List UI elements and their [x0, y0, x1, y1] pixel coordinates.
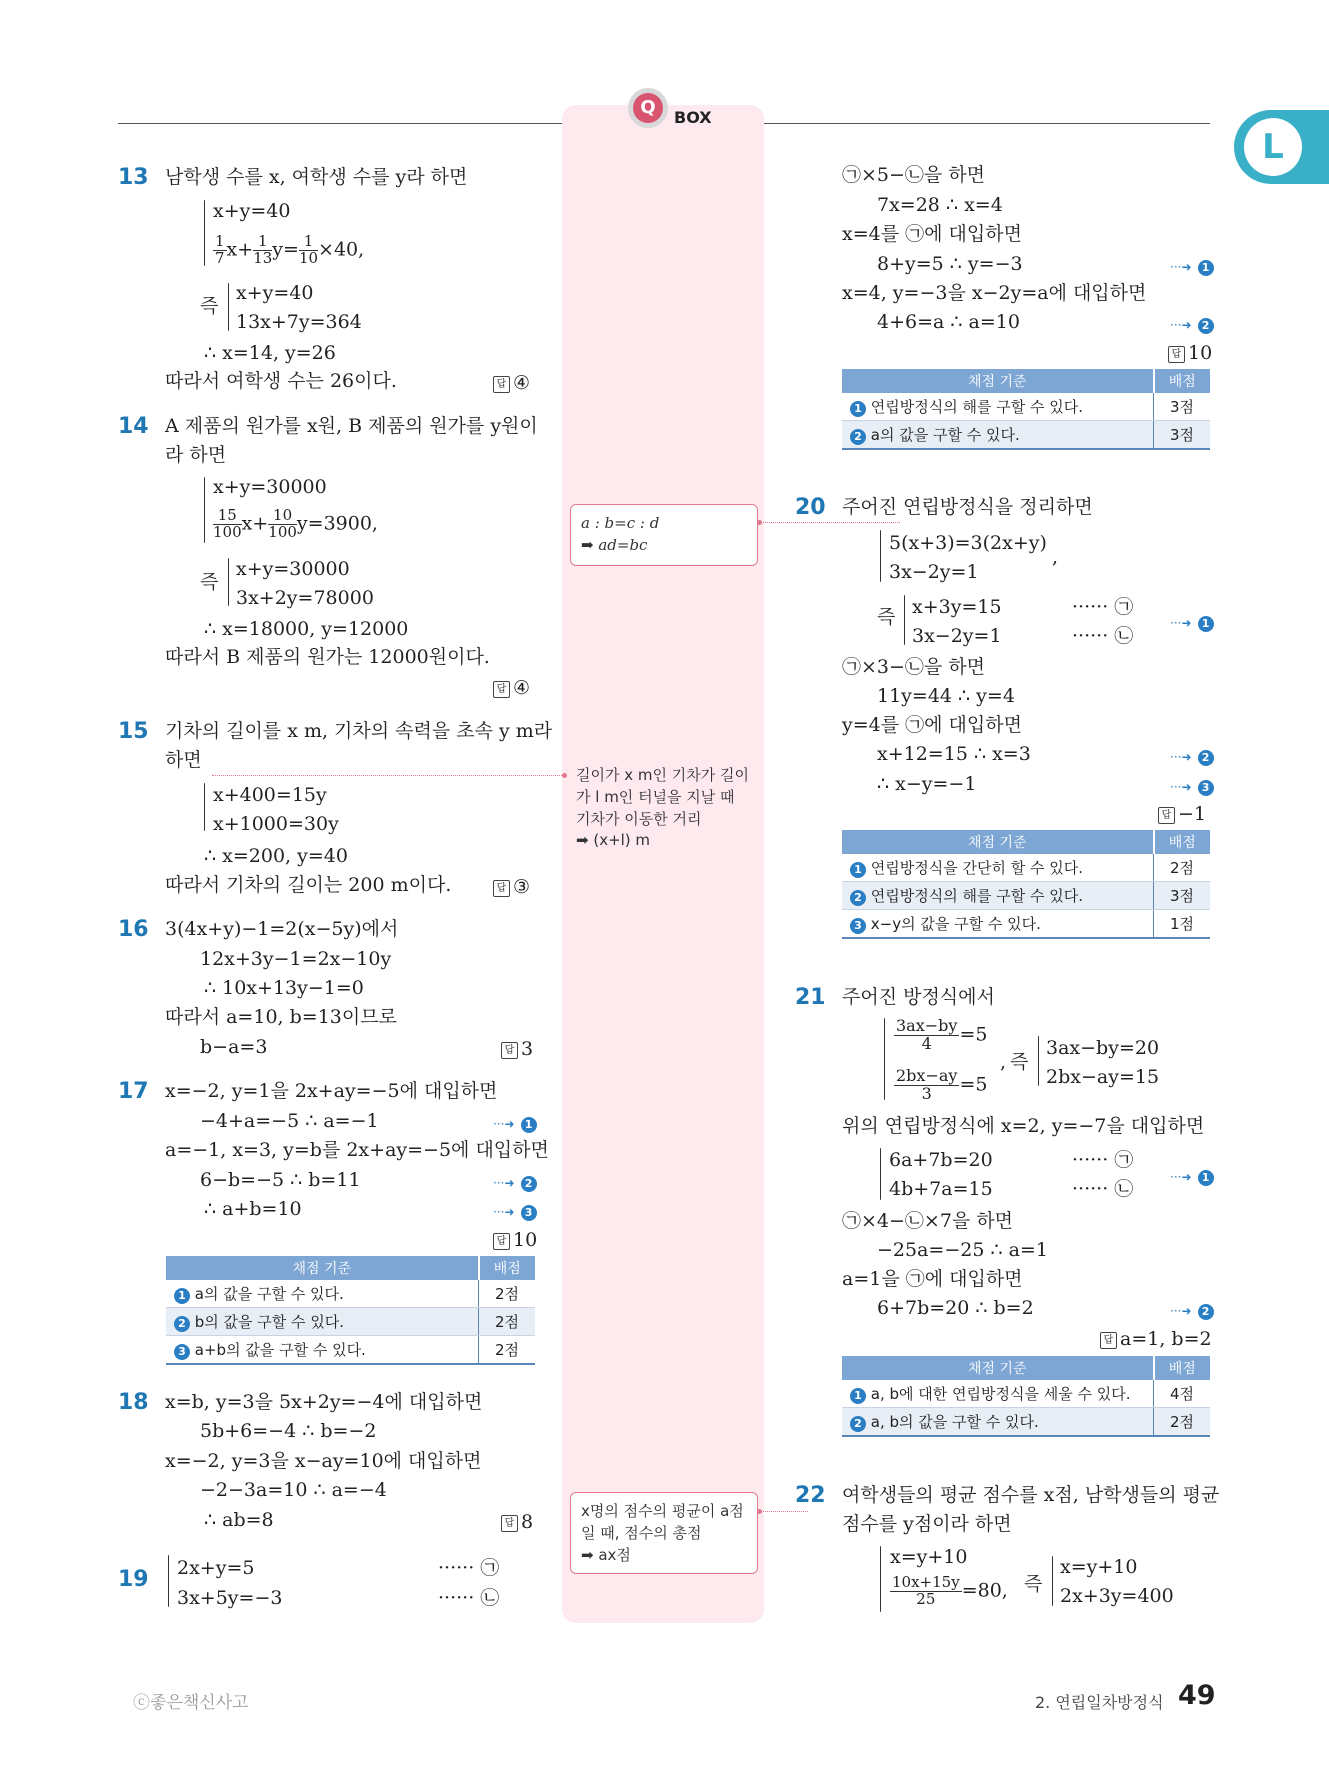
line: 6+7b=20 ∴ b=2: [877, 1297, 1034, 1319]
table-cell: 3점: [1154, 393, 1211, 421]
answer: 답 −1: [1158, 803, 1206, 825]
line: 7x=28 ∴ x=4: [877, 194, 1003, 216]
table-header: 배점: [1154, 1356, 1211, 1380]
tip-line: 가 l m인 터널을 지날 때: [576, 787, 735, 806]
table-cell: 2 연립방정식의 해를 구할 수 있다.: [842, 882, 1154, 910]
line: ∴ 10x+13y−1=0: [204, 977, 364, 999]
box-label: BOX: [674, 108, 712, 127]
equation: 6a+7b=20: [889, 1149, 993, 1171]
label-je: 즉: [200, 571, 219, 593]
table-header: 채점 기준: [842, 369, 1154, 393]
equation: x+400=15y: [213, 784, 327, 806]
table-cell: 1 연립방정식을 간단히 할 수 있다.: [842, 854, 1154, 882]
line: 6−b=−5 ∴ b=11: [200, 1169, 361, 1191]
table-cell: 3 x−y의 값을 구할 수 있다.: [842, 910, 1154, 939]
tip-train: [576, 765, 749, 852]
problem-22-number: 22: [795, 1483, 826, 1508]
line: x=4, y=−3을 x−2y=a에 대입하면: [842, 282, 1147, 304]
answer-icon: 답: [1158, 807, 1175, 824]
line: 8+y=5 ∴ y=−3: [877, 253, 1023, 275]
table-cell: 2점: [1154, 1408, 1211, 1437]
problem-21-number: 21: [795, 985, 826, 1010]
tip-line: x명의 점수의 평균이 a점: [581, 1502, 744, 1520]
tip-line: 일 때, 점수의 총점: [581, 1523, 702, 1542]
label-je: 즉: [1010, 1051, 1029, 1073]
step-marker: ···➜ 1: [1170, 1164, 1214, 1186]
problem-20-intro: 주어진 연립방정식을 정리하면: [842, 496, 1093, 518]
equation: 3x−2y=1: [889, 561, 979, 583]
line: b−a=3: [200, 1036, 268, 1058]
table-cell: 1 a의 값을 구할 수 있다.: [166, 1280, 479, 1308]
equation: 2x+3y=400: [1060, 1585, 1174, 1607]
problem-19-number: 19: [118, 1567, 149, 1592]
brace: [168, 1555, 169, 1607]
problem-17-number: 17: [118, 1079, 149, 1104]
dots-arrow-icon: ···➜: [1170, 318, 1192, 332]
table-header: 채점 기준: [842, 830, 1154, 854]
line: ∴ ab=8: [204, 1509, 274, 1531]
table-cell: 2 a의 값을 구할 수 있다.: [842, 421, 1154, 450]
problem-14-intro: A 제품의 원가를 x원, B 제품의 원가를 y원이: [165, 415, 538, 437]
brace: [204, 200, 205, 266]
comma: ,: [1000, 1051, 1007, 1073]
line: 12x+3y−1=2x−10y: [200, 948, 392, 970]
dots-arrow-icon: ···➜: [1170, 1304, 1192, 1318]
equation: 13x+7y=364: [236, 311, 362, 333]
problem-21-intro: 주어진 방정식에서: [842, 986, 995, 1008]
answer: 답 a=1, b=2: [1100, 1328, 1212, 1350]
brace: [880, 1546, 881, 1612]
line: a=−1, x=3, y=b를 2x+ay=−5에 대입하면: [165, 1139, 549, 1161]
equation-tag: ······ ㉠: [1072, 596, 1134, 618]
line: a=1을 ㉠에 대입하면: [842, 1268, 1023, 1290]
equation: x=y+10: [1060, 1556, 1138, 1578]
equation: 2x+y=5: [177, 1557, 255, 1579]
q-badge-letter: Q: [633, 93, 663, 123]
table-cell: 1 a, b에 대한 연립방정식을 세울 수 있다.: [842, 1380, 1154, 1408]
equation-tag: ······ ㉡: [1072, 625, 1134, 647]
answer-icon: 답: [493, 1233, 510, 1250]
brace: [204, 783, 205, 831]
brace: [1038, 1036, 1039, 1086]
result: ∴ x=200, y=40: [204, 845, 348, 867]
table-cell: 3점: [1154, 882, 1211, 910]
table-cell: 2점: [479, 1336, 536, 1365]
line: −25a=−25 ∴ a=1: [877, 1239, 1048, 1261]
equation: 5(x+3)=3(2x+y): [889, 532, 1047, 554]
line: x=4를 ㉠에 대입하면: [842, 223, 1022, 245]
table-header: 채점 기준: [166, 1256, 479, 1280]
dots-arrow-icon: ···➜: [493, 1117, 515, 1131]
problem-15-number: 15: [118, 719, 149, 744]
line: ∴ a+b=10: [204, 1198, 302, 1220]
connector-line: [760, 1511, 808, 1512]
equation: 3x+5y=−3: [177, 1587, 283, 1609]
scoring-table: [166, 1256, 535, 1365]
answer-icon: 답: [501, 1515, 518, 1532]
table-cell: 3점: [1154, 421, 1211, 450]
line: 3(4x+y)−1=2(x−5y)에서: [165, 918, 399, 940]
equation: x+3y=15: [912, 596, 1002, 618]
equation: x+y=40: [236, 282, 314, 304]
step-marker: ···➜ 1: [1170, 610, 1214, 632]
answer: 답 10: [493, 1229, 537, 1251]
conclusion: 따라서 기차의 길이는 200 m이다.: [165, 874, 452, 896]
equation: $\frac{1}{7}$ x+ $\frac{1}{13}$ y= $\frac{1}{10}$ ×40,: [215, 232, 365, 267]
table-cell: 2 a, b의 값을 구할 수 있다.: [842, 1408, 1154, 1437]
equation: 2bx−ay=15: [1046, 1066, 1160, 1088]
answer: 답 ④: [493, 677, 530, 699]
result: ∴ x=18000, y=12000: [204, 618, 409, 640]
scoring-table: [842, 1356, 1210, 1437]
line: x=−2, y=3을 x−ay=10에 대입하면: [165, 1450, 482, 1472]
problem-18-number: 18: [118, 1390, 149, 1415]
chapter-tab: [1234, 110, 1329, 184]
answer: 답 10: [1168, 342, 1212, 364]
table-header: 배점: [1154, 830, 1211, 854]
equation: $\frac{15}{100}$ x+ $\frac{10}{100}$ y=3900,: [213, 506, 378, 541]
q-box-column: [562, 105, 764, 1623]
equation: $\frac{2bx-ay}{3}$ =5: [896, 1066, 988, 1103]
tip-line: 기차가 이동한 거리: [576, 809, 702, 828]
brace: [884, 1018, 885, 1100]
answer-icon: 답: [493, 880, 510, 897]
step-marker: ···➜ 2: [1170, 312, 1214, 334]
answer: 답 ③: [493, 876, 530, 898]
equation: x+y=30000: [236, 558, 350, 580]
label-je: 즉: [877, 606, 896, 628]
tip-line: ➡ ax점: [581, 1545, 631, 1564]
dots-arrow-icon: ···➜: [1170, 780, 1192, 794]
dots-arrow-icon: ···➜: [1170, 1170, 1192, 1184]
line: x=b, y=3을 5x+2y=−4에 대입하면: [165, 1391, 483, 1413]
scoring-table: [842, 369, 1210, 450]
conclusion: 따라서 B 제품의 원가는 12000원이다.: [165, 646, 490, 668]
brace: [880, 530, 881, 582]
label-je: 즉: [1024, 1573, 1043, 1595]
problem-16-number: 16: [118, 917, 149, 942]
equation: x+y=30000: [213, 476, 327, 498]
table-header: 배점: [479, 1256, 536, 1280]
tip-line: ➡ (x+l) m: [576, 831, 651, 850]
equation-tag: ······ ㉠: [1072, 1149, 1134, 1171]
step-marker: ···➜ 2: [1170, 744, 1214, 766]
line: 따라서 a=10, b=13이므로: [165, 1006, 397, 1028]
tip-line: 길이가 x m인 기차가 길이: [576, 766, 749, 784]
line: −4+a=−5 ∴ a=−1: [200, 1110, 379, 1132]
answer-icon: 답: [1168, 346, 1185, 363]
step-marker: ···➜ 2: [1170, 1298, 1214, 1320]
line: 5b+6=−4 ∴ b=−2: [200, 1420, 377, 1442]
table-cell: 2점: [479, 1308, 536, 1336]
line: 4+6=a ∴ a=10: [877, 311, 1020, 333]
tip-average: [570, 1492, 758, 1574]
table-cell: 3 a+b의 값을 구할 수 있다.: [166, 1336, 479, 1365]
problem-20-number: 20: [795, 495, 826, 520]
line: ㉠×5−㉡을 하면: [842, 164, 986, 186]
chapter-title: 2. 연립일차방정식: [1035, 1693, 1164, 1712]
equation: x+y=40: [213, 200, 291, 222]
problem-13-number: 13: [118, 165, 149, 190]
dots-arrow-icon: ···➜: [1170, 260, 1192, 274]
label-je: 즉: [200, 295, 219, 317]
chapter-tab-letter: L: [1244, 118, 1302, 176]
equation: x=y+10: [890, 1546, 968, 1568]
table-cell: 2점: [479, 1280, 536, 1308]
tip-line: a : b=c : d: [581, 514, 660, 532]
answer-icon: 답: [493, 376, 510, 393]
problem-14-number: 14: [118, 414, 149, 439]
line: ㉠×4−㉡×7을 하면: [842, 1210, 1014, 1232]
equation-tag: ······ ㉡: [438, 1587, 500, 1609]
problem-22-intro: 점수를 y점이라 하면: [842, 1513, 1012, 1535]
table-cell: 4점: [1154, 1380, 1211, 1408]
brace: [228, 558, 229, 606]
problem-15-intro: 하면: [165, 749, 202, 771]
equation: 3x+2y=78000: [236, 587, 374, 609]
copyright: ⓒ좋은책신사고: [133, 1693, 249, 1713]
problem-15-intro: 기차의 길이를 x m, 기차의 속력을 초속 y m라: [165, 720, 553, 742]
conclusion: 따라서 여학생 수는 26이다.: [165, 370, 397, 392]
connector-line: [760, 522, 900, 523]
answer: 답 8: [501, 1511, 533, 1533]
table-cell: 1점: [1154, 910, 1211, 939]
line: x=−2, y=1을 2x+ay=−5에 대입하면: [165, 1080, 498, 1102]
line: 11y=44 ∴ y=4: [877, 685, 1015, 707]
answer: 답 3: [501, 1038, 533, 1060]
brace: [204, 477, 205, 543]
line: −2−3a=10 ∴ a=−4: [200, 1479, 387, 1501]
line: ∴ x−y=−1: [877, 773, 977, 795]
connector-dot: [562, 773, 567, 778]
answer-icon: 답: [1100, 1332, 1117, 1349]
equation: x+1000=30y: [213, 813, 339, 835]
scoring-table: [842, 830, 1210, 939]
answer: 답 ④: [493, 372, 530, 394]
table-cell: 2 b의 값을 구할 수 있다.: [166, 1308, 479, 1336]
dots-arrow-icon: ···➜: [1170, 750, 1192, 764]
comma: ,: [1052, 546, 1059, 568]
line: ㉠×3−㉡을 하면: [842, 656, 986, 678]
table-cell: 2점: [1154, 854, 1211, 882]
tip-ratio: [570, 504, 758, 566]
problem-22-intro: 여학생들의 평균 점수를 x점, 남학생들의 평균: [842, 1484, 1220, 1506]
q-badge: [628, 88, 668, 128]
dots-arrow-icon: ···➜: [493, 1176, 515, 1190]
dots-arrow-icon: ···➜: [1170, 616, 1192, 630]
answer-icon: 답: [493, 681, 510, 698]
step-marker: ···➜ 1: [1170, 254, 1214, 276]
answer-icon: 답: [501, 1042, 518, 1059]
equation: $\frac{3ax-by}{4}$ =5: [896, 1016, 988, 1053]
brace: [228, 283, 229, 331]
problem-13-intro: 남학생 수를 x, 여학생 수를 y라 하면: [165, 166, 468, 188]
problem-14-intro: 라 하면: [165, 444, 227, 466]
line: y=4를 ㉠에 대입하면: [842, 714, 1022, 736]
result: ∴ x=14, y=26: [204, 342, 336, 364]
equation: $\frac{10x+15y}{25}$ =80,: [892, 1573, 1008, 1608]
step-marker: ···➜ 3: [493, 1199, 537, 1221]
page-number: 49: [1178, 1680, 1216, 1711]
equation-tag: ······ ㉡: [1072, 1178, 1134, 1200]
table-cell: 1 연립방정식의 해를 구할 수 있다.: [842, 393, 1154, 421]
step-marker: ···➜ 3: [1170, 774, 1214, 796]
table-header: 배점: [1154, 369, 1211, 393]
line: 위의 연립방정식에 x=2, y=−7을 대입하면: [842, 1115, 1205, 1137]
dots-arrow-icon: ···➜: [493, 1205, 515, 1219]
brace: [1052, 1556, 1053, 1606]
equation-tag: ······ ㉠: [438, 1557, 500, 1579]
equation: 4b+7a=15: [889, 1178, 993, 1200]
tip-line: ➡ ad=bc: [581, 535, 648, 554]
step-marker: ···➜ 2: [493, 1170, 537, 1192]
line: x+12=15 ∴ x=3: [877, 743, 1031, 765]
step-marker: ···➜ 1: [493, 1111, 537, 1133]
connector-line: [212, 775, 562, 776]
table-header: 채점 기준: [842, 1356, 1154, 1380]
brace: [904, 595, 905, 645]
brace: [880, 1148, 881, 1200]
equation: 3x−2y=1: [912, 625, 1002, 647]
equation: 3ax−by=20: [1046, 1037, 1160, 1059]
